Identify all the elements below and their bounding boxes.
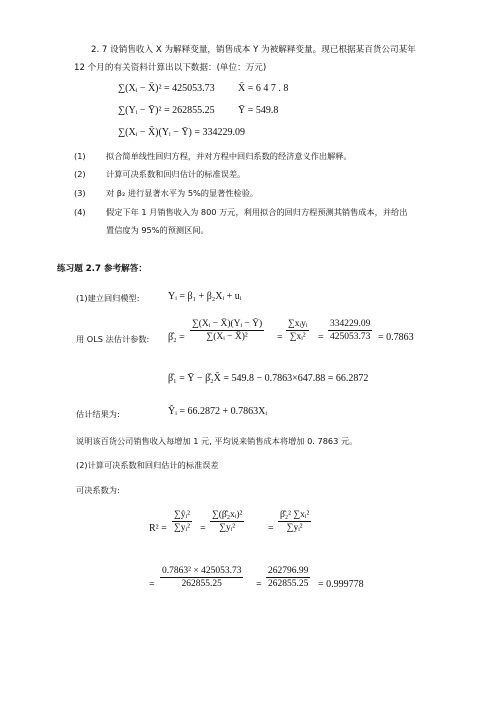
r2-f4-denominator: 262855.25 [181, 579, 222, 589]
beta2-f3-denominator: 425053.73 [330, 332, 371, 342]
given-mean-y: Ȳ = 549.8 [238, 105, 279, 116]
beta2-f2-numerator: ∑xᵢyᵢ [288, 319, 308, 329]
r2-f5-denominator: 262855.25 [268, 579, 309, 589]
regression-model: Yᵢ = β₁ + β₂Xᵢ + uᵢ [168, 291, 242, 302]
item-4-number: (4) [74, 207, 86, 217]
given-mean-x: X̄ = 6 4 7 . 8 [238, 83, 289, 94]
item-4-text: 假定下年 1 月销售收入为 800 万元，利用拟合的回归方程预测其销售成本，并给出 [106, 207, 408, 217]
beta2-fraction-deviation [190, 319, 264, 342]
r2-f4-numerator: 0.7863² × 425053.73 [162, 566, 242, 576]
r2-f2-numerator: ∑(β̂₂xᵢ)² [212, 510, 243, 520]
r2-fraction-numeric [160, 566, 243, 589]
given-sum-x: ∑(Xᵢ − X̄)² = 425053.73 [118, 83, 215, 94]
beta2-f1-numerator: ∑(Xᵢ − X̄)(Yᵢ − Ȳ) [192, 319, 263, 329]
equals-sign: = [277, 332, 283, 343]
beta2-f2-denominator: ∑xᵢ² [289, 332, 306, 342]
r2-fraction-beta-squared [278, 510, 311, 533]
beta2-fraction-values [328, 319, 372, 342]
r2-fraction-explained [172, 510, 192, 533]
problem-intro-line2: 12 个月的有关资料计算出以下数据：(单位：万元) [74, 63, 267, 73]
r2-lhs: R² = [149, 523, 167, 534]
answer-heading: 练习题 2.7 参考解答： [57, 264, 147, 274]
beta1-calculation: β̂₁ = Ȳ − β̂₂X̄ = 549.8 − 0.7863×647.88 = 66.2872 [168, 373, 369, 384]
item-4-continuation: 置信度为 95%的预测区间。 [106, 225, 209, 235]
item-3-number: (3) [74, 188, 86, 198]
problem-intro-line1: 2. 7 设销售收入 X 为解释变量，销售成本 Y 为被解释变量。现已根据某百货公司某年 [91, 45, 416, 55]
beta2-lhs: β̂₂ = [168, 332, 185, 343]
step1-label: (1)建立回归模型: [76, 293, 140, 303]
item-2-number: (2) [74, 169, 86, 179]
given-sum-y: ∑(Yᵢ − Ȳ)² = 262855.25 [118, 105, 215, 116]
interpretation-text: 说明该百货公司销售收入每增加 1 元, 平均说来销售成本将增加 0. 7863 元。 [76, 436, 358, 446]
item-1-number: (1) [74, 151, 86, 161]
equals-sign: = [268, 523, 274, 534]
estimate-label: 估计结果为: [76, 409, 120, 419]
r2-f1-denominator: ∑yᵢ² [174, 523, 190, 533]
beta2-f1-denominator: ∑(Xᵢ − X̄)² [206, 332, 248, 342]
beta2-fraction-xy [286, 319, 309, 342]
r2-fraction-beta [210, 510, 244, 533]
r2-f5-numerator: 262796.99 [268, 566, 309, 576]
r2-f3-numerator: β̂₂² ∑xᵢ² [280, 510, 310, 520]
given-cross-sum: ∑(Xᵢ − X̄)(Yᵢ − Ȳ) = 334229.09 [118, 127, 246, 138]
item-3-text: 对 β₂ 进行显著水平为 5%的显著性检验。 [106, 188, 259, 198]
equals-sign: = [256, 579, 262, 590]
beta2-f3-numerator: 334229.09 [330, 319, 371, 329]
estimated-equation: Ŷᵢ = 66.2872 + 0.7863Xᵢ [168, 406, 267, 417]
step2-label: (2)计算可决系数和回归估计的标准误差 [76, 460, 219, 470]
r2-label: 可决系数为: [76, 485, 120, 495]
r2-f1-numerator: ∑ŷᵢ² [174, 510, 190, 520]
item-1-text: 拟合简单线性回归方程，并对方程中回归系数的经济意义作出解释。 [106, 151, 352, 161]
ols-label: 用 OLS 法估计参数: [76, 334, 150, 344]
r2-result: = 0.999778 [318, 579, 364, 590]
r2-fraction-final [266, 566, 310, 589]
beta2-result: = 0.7863 [378, 332, 414, 343]
r2-f2-denominator: ∑yᵢ² [219, 523, 236, 533]
equals-sign: = [149, 579, 155, 590]
equals-sign: = [318, 332, 324, 343]
equals-sign: = [200, 523, 206, 534]
r2-f3-denominator: ∑yᵢ² [286, 523, 303, 533]
item-2-text: 计算可决系数和回归估计的标准误差。 [106, 169, 246, 179]
